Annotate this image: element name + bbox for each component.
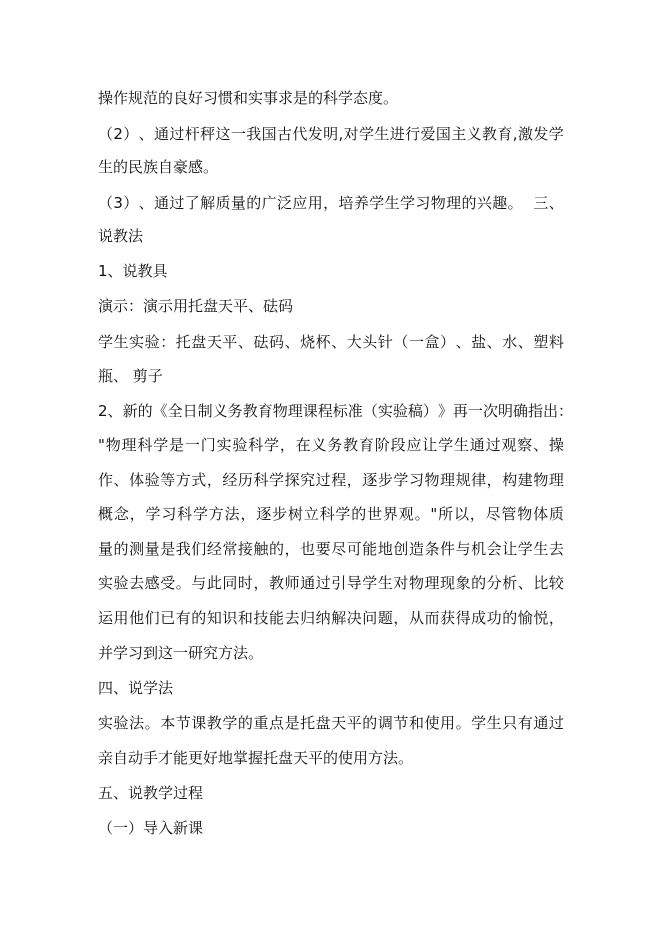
text-line: " 物 理 科 学 是 一 门 实 验 科 学 ， 在 义 务 教 育 阶 段 应 让 学 生 通 过 观 察 、 操 [98, 436, 564, 454]
text-line: （ 2 ） 、 通 过 杆 秤 这 一 我 国 古 代 发 明 , 对 学 生 进 行 爱 国 主 义 教 育 , 激 发 学 [98, 125, 564, 143]
text-line: 概 念 ， 学 习 科 学 方 法 ， 逐 步 树 立 科 学 的 世 界 观 。 " 所 以 ， 尽 管 物 体 质 [98, 505, 564, 523]
text-line: 量 的 测 量 是 我 们 经 常 接 触 的 ， 也 要 尽 可 能 地 创 造 条 件 与 机 会 让 学 生 去 [98, 540, 564, 558]
text-line: 1、说教具 [98, 262, 168, 280]
text-line: 亲自动手才能更好地掌握托盘天平的使用方法。 [98, 749, 414, 767]
text-line: 瓶、 剪子 [98, 367, 163, 385]
text-line: 操作规范的良好习惯和实事求是的科学态度。 [98, 89, 399, 107]
text-line: 作 、 体 验 等 方 式 ， 经 历 科 学 探 究 过 程 ， 逐 步 学 习 物 理 规 律 ， 构 建 物 理 [98, 471, 564, 489]
text-line: 学 生 实 验 ： 托 盘 天 平 、 砝 码 、 烧 杯 、 大 头 针 （ 一 盒 ） 、 盐 、 水 、 塑 料 [98, 333, 564, 351]
section-heading: 四、说学法 [98, 679, 174, 697]
subsection-heading: （一）导入新课 [98, 819, 204, 837]
text-line: 实 验 法 。 本 节 课 教 学 的 重 点 是 托 盘 天 平 的 调 节 和 使 用 。 学 生 只 有 通 过 [98, 714, 564, 732]
text-line: 演示：演示用托盘天平、砝码 [98, 297, 294, 315]
text-line: 实 验 去 感 受 。 与 此 同 时 ， 教 师 通 过 引 导 学 生 对 物 理 现 象 的 分 析 、 比 较 [98, 574, 564, 592]
text-line: 并学习到这一研究方法。 [98, 644, 264, 662]
text-line: （ 3 ） 、 通 过 了 解 质 量 的 广 泛 应 用 ， 培 养 学 生 学 习 物 理 的 兴 趣 。 三 、 [98, 194, 564, 212]
text-line: 运 用 他 们 已 有 的 知 识 和 技 能 去 归 纳 解 决 问 题 ， 从 而 获 得 成 功 的 愉 悦 ， [98, 609, 564, 627]
section-heading: 五、说教学过程 [98, 784, 204, 802]
text-line: 2 、 新 的 《 全 日 制 义 务 教 育 物 理 课 程 标 准 （ 实 验 稿 ） 》 再 一 次 明 确 指 出 ： [98, 402, 574, 420]
text-line: 生的民族自豪感。 [98, 158, 219, 176]
text-line: 说教法 [98, 227, 144, 245]
